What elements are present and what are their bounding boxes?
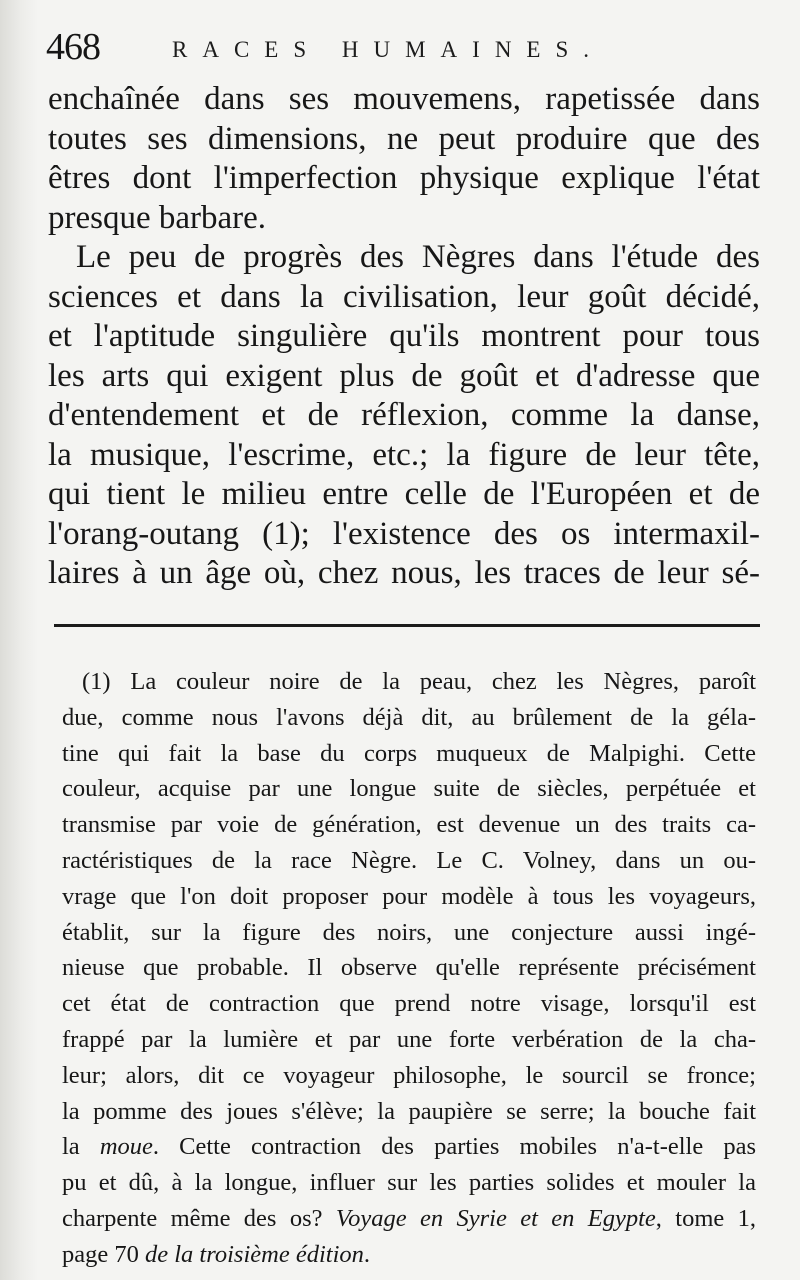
footnote-line	[62, 1201, 756, 1237]
running-head	[46, 22, 756, 72]
footnote-line: couleur, acquise par une longue suite de siècles, perpétuée et	[62, 775, 756, 803]
footnote-line	[62, 1237, 756, 1273]
footnote-citation-title: Voyage en Syrie et en Egypte	[335, 1204, 656, 1232]
body-line: presque barbare.	[48, 199, 267, 236]
main-body-text	[48, 80, 760, 594]
body-line: d'entendement et de réflexion, comme la danse,	[48, 397, 760, 433]
body-line: enchaînée dans ses mouvemens, rapetissée dans	[48, 81, 760, 117]
footnote-text: la	[62, 1133, 100, 1161]
footnote-line: la pomme des joues s'élève; la paupière se serre; la bouche fait	[62, 1097, 756, 1125]
footnote-italic-text: moue	[99, 1133, 153, 1161]
footnote-separator-rule	[54, 624, 760, 627]
footnote-text: charpente même des os?	[62, 1204, 336, 1232]
footnote-line: transmise par voie de génération, est devenue un des traits ca-	[62, 811, 756, 839]
body-line: les arts qui exigent plus de goût et d'adresse que	[48, 357, 760, 394]
footnote-text: , tome 1,	[655, 1204, 756, 1232]
footnote	[62, 664, 756, 1273]
footnote-line: due, comme nous l'avons déjà dit, au brûlement de la géla-	[62, 703, 756, 731]
footnote-line: tine qui fait la base du corps muqueux de Malpighi. Cette	[62, 739, 756, 767]
body-line: l'orang-outang (1); l'existence des os intermaxil-	[48, 515, 760, 552]
body-line: et l'aptitude singulière qu'ils montrent pour tous	[48, 318, 760, 354]
running-title: RACES HUMAINES.	[172, 37, 605, 62]
footnote-line: leur; alors, dit ce voyageur philosophe, le sourcil se fronce;	[62, 1061, 756, 1089]
footnote-line: frappé par la lumière et par une forte verbération de la cha-	[62, 1025, 756, 1053]
body-line: toutes ses dimensions, ne peut produire que des	[48, 120, 760, 157]
footnote-edition-text: de la troisième édition	[145, 1240, 364, 1268]
body-line: qui tient le milieu entre celle de l'Européen et de	[48, 476, 760, 512]
footnote-line	[62, 1129, 756, 1165]
footnote-line: cet état de contraction que prend notre visage, lorsqu'il est	[62, 990, 756, 1018]
footnote-text: .	[363, 1240, 370, 1268]
body-line: Le peu de progrès des Nègres dans l'étude des	[76, 239, 760, 275]
footnote-line: vrage que l'on doit proposer pour modèle à tous les voyageurs,	[62, 882, 756, 910]
body-line: sciences et dans la civilisation, leur goût décidé,	[48, 278, 760, 315]
body-line: la musique, l'escrime, etc.; la figure de leur tête,	[48, 436, 760, 473]
page-gutter-shadow	[0, 0, 38, 1280]
page-number: 468	[46, 26, 100, 68]
footnote-line: ractéristiques de la race Nègre. Le C. Volney, dans un ou-	[62, 846, 756, 874]
footnote-text: page 70	[62, 1240, 145, 1268]
footnote-text: . Cette contraction des parties mobiles n'a-t-elle pas	[152, 1133, 756, 1161]
footnote-line: pu et dû, à la longue, influer sur les parties solides et mouler la	[62, 1169, 756, 1197]
footnote-line: (1) La couleur noire de la peau, chez les Nègres, paroît	[82, 668, 756, 695]
body-line: êtres dont l'imperfection physique explique l'état	[48, 160, 760, 196]
footnote-line: nieuse que probable. Il observe qu'elle représente précisément	[62, 954, 756, 982]
body-line: laires à un âge où, chez nous, les traces de leur sé-	[48, 555, 760, 591]
footnote-line: établit, sur la figure des noirs, une conjecture aussi ingé-	[62, 918, 756, 946]
